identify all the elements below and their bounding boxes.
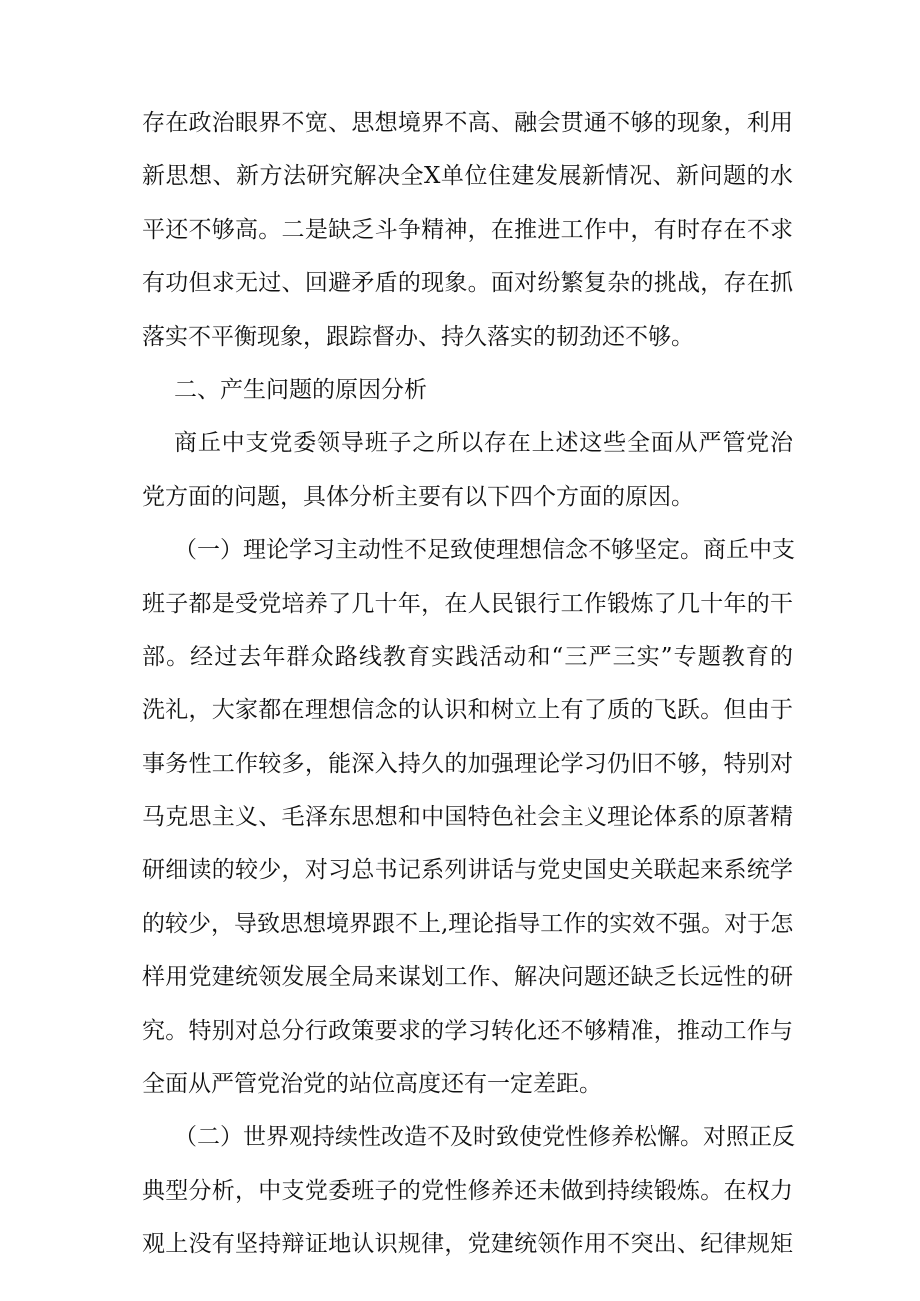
text-line: 马克思主义、毛泽东思想和中国特色社会主义理论体系的原著精	[142, 804, 793, 831]
text-line: 事务性工作较多，能深入持久的加强理论学习仍旧不够，特别对	[142, 750, 793, 777]
document-body	[142, 97, 793, 1272]
text-line: 商丘中支党委领导班子之所以存在上述这些全面从严管党治	[174, 430, 793, 457]
text-line: 洗礼，大家都在理想信念的认识和树立上有了质的飞跃。但由于	[142, 697, 793, 724]
text-line: 研细读的较少，对习总书记系列讲话与党史国史关联起来系统学	[142, 857, 793, 884]
text-line: 部。经过去年群众路线教育实践活动和“三严三实”专题教育的	[142, 643, 793, 670]
text-line: 存在政治眼界不宽、思想境界不高、融会贯通不够的现象，利用	[142, 110, 793, 136]
text-line: 落实不平衡现象，跟踪督办、持久落实的韧劲还不够。	[142, 323, 694, 350]
text-line: 班子都是受党培养了几十年，在人民银行工作锻炼了几十年的干	[142, 590, 793, 617]
text-line: 全面从严管党治党的站位高度还有一定差距。	[142, 1071, 602, 1098]
subsection-lead: （一）理论学习主动性不足致使理想信念不够坚定。商丘中支	[174, 537, 795, 564]
text-line: 典型分析，中支党委班子的党性修养还未做到持续锻炼。在权力	[142, 1177, 793, 1204]
subsection-lead: （二）世界观持续性改造不及时致使党性修养松懈。对照正反	[174, 1124, 795, 1151]
text-line: 究。特别对总分行政策要求的学习转化还不够精准，推动工作与	[142, 1017, 793, 1044]
section-heading: 二、产生问题的原因分析	[174, 376, 427, 403]
text-line: 平还不够高。二是缺乏斗争精神，在推进工作中，有时存在不求	[142, 216, 793, 243]
text-line: 样用党建统领发展全局来谋划工作、解决问题还缺乏长远性的研	[142, 964, 793, 991]
text-line: 有功但求无过、回避矛盾的现象。面对纷繁复杂的挑战，存在抓	[142, 270, 793, 297]
text-line: 的较少，导致思想境界跟不上,理论指导工作的实效不强。对于怎	[142, 910, 794, 937]
text-line: 党方面的问题，具体分析主要有以下四个方面的原因。	[142, 483, 694, 510]
text-line: 新思想、新方法研究解决全X单位住建发展新情况、新问题的水	[142, 163, 793, 190]
text-line: 观上没有坚持辩证地认识规律，党建统领作用不突出、纪律规矩	[142, 1231, 793, 1258]
